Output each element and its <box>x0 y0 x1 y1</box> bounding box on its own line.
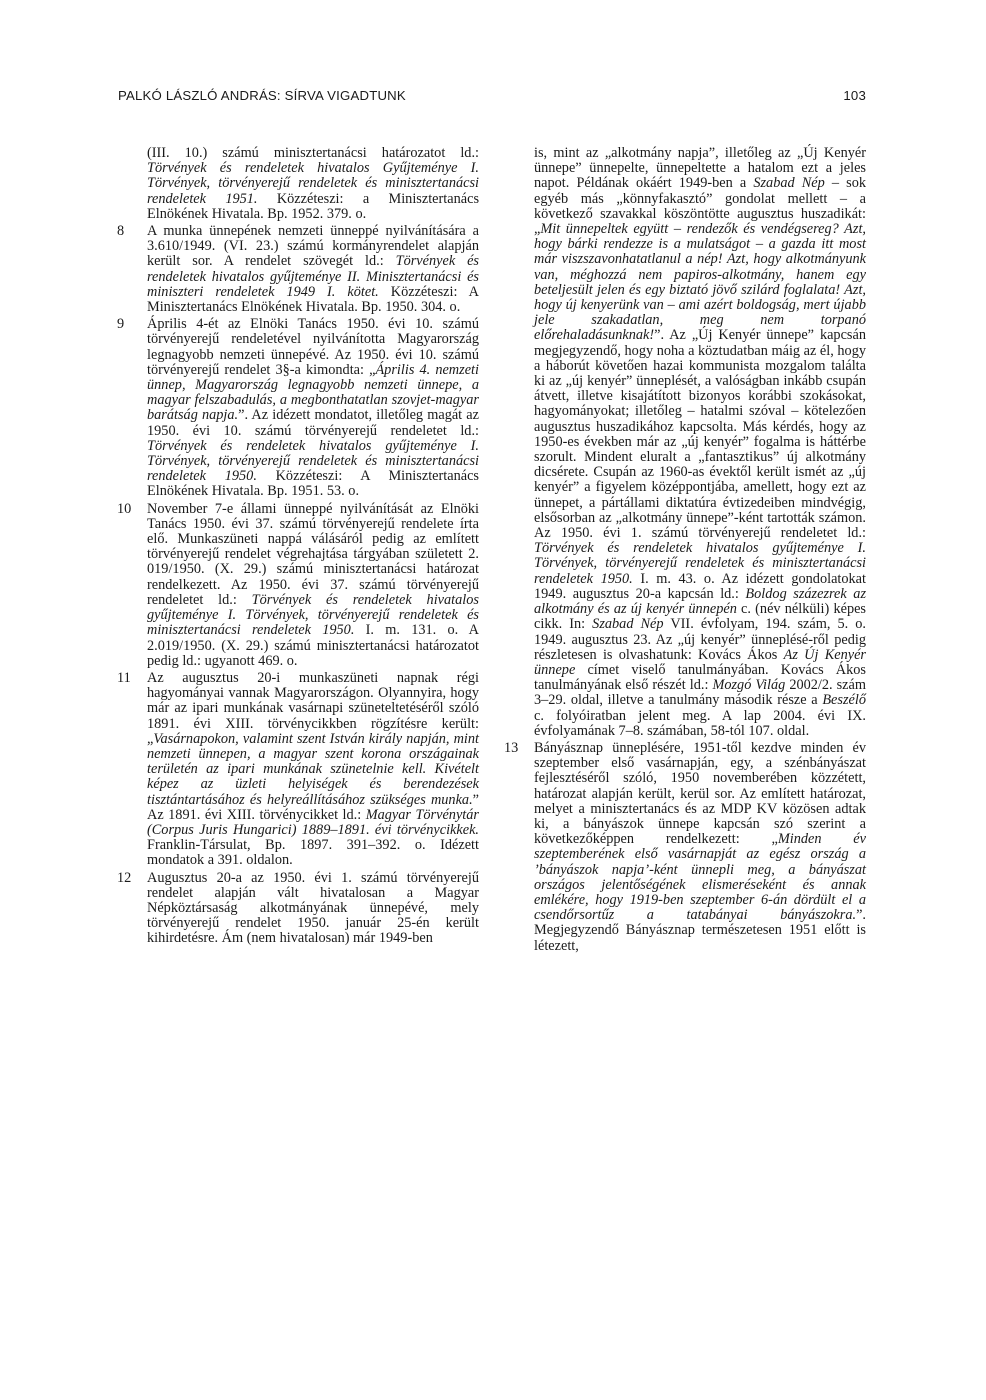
footnote-text: – sok egyéb más „könnyfakasztó” gondolat mellett – a következő szavakkal köszöntötte augusztus huszadikát: „ <box>534 175 866 238</box>
footnote-text: I. m. 131. o. A 2.019/1950. (X. 29.) számú minisztertanácsi határozatot pedig ld.: ugyanott 469. o. <box>147 622 479 669</box>
footnote-10 <box>117 502 479 669</box>
italic-citation: Mozgó Világ <box>712 677 786 694</box>
footnote-body <box>147 502 479 669</box>
footnote-body <box>147 671 479 869</box>
footnote-number: 8 <box>117 223 125 240</box>
italic-citation: Szabad Nép <box>592 616 664 633</box>
footnote-text: Közzéteszi: A Minisztertanács Elnökének Hivatala. Bp. 1950. 304. o. <box>147 283 479 316</box>
footnote-number: 10 <box>117 500 132 517</box>
italic-citation: Törvények és rendeletek hivatalos gyűjteménye I. Törvények, törvényerejű rendeletek és minisztertanácsi rendeletek 1950. <box>147 437 479 485</box>
footnote-text: Közzéteszi: a Minisztertanács Elnökének Hivatala. Bp. 1952. 379. o. <box>147 190 480 222</box>
footnote-12 <box>117 871 479 947</box>
footnote-number: 13 <box>504 739 519 756</box>
footnote-text: VII. évfolyam, 194. szám, 5. o. 1949. augusztus 23. Az „új kenyér” ünneplésé-ről pedig részletesen is olvashatunk: Kovács Ákos <box>534 616 866 663</box>
footnote-text: ”. Megjegyzendő Bányásznap természetesen 1951 előtt is létezett, <box>534 907 866 954</box>
italic-citation: Szabad Nép <box>753 175 825 192</box>
footnote-13 <box>504 741 866 954</box>
right-column <box>504 146 866 956</box>
italic-citation: Törvények és rendeletek hivatalos gyűjteménye I. Törvények, törvényerejű rendeletek és minisztertanácsi rendeletek 1950. <box>147 591 479 639</box>
footnote-text: Április 4-ét az Elnöki Tanács 1950. évi 10. számú törvényerejű rendeletével nyilvánította Magyarország legnagyobb nemzeti ünnepévé. Az 1950. évi 10. számú törvényerejű rendelet 3§-a kimondta: „ <box>147 316 479 378</box>
footnote-text: is, mint az „alkotmány napja”, illetőleg az „Új Kenyér ünnepe” ünnepelte, ünnepeltette a hatalom ezt a jeles napot. Példának okáért 1949-ben a <box>534 145 866 192</box>
footnote-number: 9 <box>117 316 125 333</box>
footnote-number: 12 <box>117 869 132 886</box>
italic-citation: Beszélő <box>822 692 866 709</box>
footnote-body <box>147 871 479 947</box>
italic-citation: Törvények és rendeletek hivatalos Gyűjteménye I. Törvények, törvényerejű rendeletek és minisztertanácsi rendeletek 1951. <box>147 160 479 207</box>
footnote-body <box>534 741 866 954</box>
footnote-text: ” Az 1891. évi XIII. törvénycikket ld.: <box>147 791 479 823</box>
italic-citation: Törvények és rendeletek hivatalos gyűjteménye I. Törvények, törvényerejű rendeletek és minisztertanácsi rendeletek 1950. <box>534 540 866 587</box>
footnote-continuation <box>534 146 866 739</box>
italic-citation: Vasárnapokon, valamint szent István király napján, mint nemzeti ünnepen, a magyar szent korona országainak területén az ipari munkának szünetelnie kell. Kivételt képez az üzleti helyiségek és berendezések tisztántartásához és helyreállításához szükséges munka. <box>147 730 479 808</box>
footnote-text: c. folyóiratban jelent meg. A lap 2004. évi IX. évfolyamának 7–8. számában, 58-tól 107. oldal. <box>534 707 866 739</box>
italic-citation: Mit ünnepeltek együtt – rendezők és vendégsereg? Azt, hogy bárki rendezze is a mulatságot – a gazda itt most már viszszavonhatatlanul a nép! Azt, hogy alkotmányunk van, méghozzá nem papiros-alkotmány, hanem egy beteljesült jelen és egy biztató jövő szilárd foglalata! Azt, hogy új kenyerünk van – ami azért boldogság, mert újabb jele szakadatlan, meg nem torpanó előrehaladásunknak! <box>534 221 866 344</box>
footnote-text: ”. Az „Új Kenyér ünnepe” kapcsán megjegyzendő, hogy noha a köztudatban máig az él, hogy a háborút követően hazai kommunista mozgalom találta ki az „új kenyér” ünneplését, a valóságban inkább csupán átvett, illetve kisajátított bizonyos korábbi szokásokat, hagyományokat; illetőleg – hatalmi szóval – kötelezően augusztus huszadikához kapcsolta. Más kérdés, hogy az 1950-es években már az „új kenyér” fogalma is háttérbe szorult. Mindent eluralt a „fantasztikus” új alkotmány dicsérete. Csupán az 1960-as évektől került ismét az „új kenyér” a figyelem középpontjába, amellett, hogy ezt az ünnepet, a pártállami diktatúra évtizedeiben mindvégig, elsősorban az „alkotmány ünnepe”-ként tartották számon. Az 1950. évi 1. számú törvényerejű rendeletet ld.: <box>534 327 866 542</box>
footnote-9 <box>117 317 479 499</box>
footnote-text: I. m. 43. o. Az idézett gondolatokat 1949. augusztus 20-a kapcsán ld.: <box>534 570 866 602</box>
italic-citation: Boldog százezrek az alkotmány és az új kenyér ünnepén <box>534 585 867 618</box>
footnote-text: Franklin-Társulat, Bp. 1897. 391–392. o. Idézett mondatok a 391. oldalon. <box>147 837 479 869</box>
italic-citation: Törvények és rendeletek hivatalos gyűjteménye II. Minisztertanácsi és miniszteri rendeletek 1949 I. kötet. <box>147 253 479 300</box>
italic-citation: Magyar Törvénytár (Corpus Juris Hungarici) 1889–1891. évi törvénycikkek. <box>147 806 479 838</box>
footnote-text: A munka ünnepének nemzeti ünneppé nyilvánítására a 3.610/1949. (VI. 23.) számú kormányrendelet alapján került sor. A rendelet szövegét ld.: <box>147 223 479 270</box>
left-column <box>117 146 479 949</box>
footnote-number: 11 <box>117 669 131 686</box>
footnote-text: címet viselő tanulmányában. Kovács Ákos tanulmányának első részét ld.: <box>534 661 866 694</box>
footnote-8 <box>117 224 479 315</box>
footnote-11 <box>117 671 479 869</box>
footnote-text: Bányásznap ünneplésére, 1951-től kezdve minden év szeptember első vasárnapján, egy, a szénbányászat fejlesztéséről szóló, 1950 novemberében közzétett, határozat alapján került, kerül sor. Az említett határozat, melyet a minisztertanács és az MDP KV közösen adtak ki, a bányászok ünnepe kapcsán szó szerint a következőképpen rendelkezett: „ <box>534 739 866 848</box>
footnote-text: 2002/2. szám 3–29. oldal, illetve a tanulmány második része a <box>534 677 866 709</box>
footnote-text: Közzéteszi: A Minisztertanács Elnökének Hivatala. Bp. 1951. 53. o. <box>147 468 479 500</box>
footnote-continuation <box>147 146 479 222</box>
italic-citation: Minden év szeptemberének első vasárnapját az egész ország a ’bányászok napja’-ként ünnepli meg, a bányászat országos jelentőségének elismeréseként és annak emlékére, hogy 1919-ben szeptember 6-án dördült el a csendőrsortűz a tatabányai bányászokra. <box>534 831 866 924</box>
footnote-body <box>147 224 479 315</box>
footnote-text: Az augusztus 20-i munkaszüneti napnak régi hagyományai vannak Magyarországon. Olyannyira, hogy már az ipari munkának vasárnapi szüneteltetéséről szóló 1891. évi XIII. törvénycikkben rögzítésre került: „ <box>147 669 479 747</box>
footnote-text: c. (név nélküli) képes cikk. In: <box>534 601 866 633</box>
italic-citation: Április 4. nemzeti ünnep, Magyarország legnagyobb nemzeti ünnepe, a magyar felszabadulás, a megbonthatatlan szovjet-magyar barátság napja. <box>147 361 479 424</box>
footnote-text: ”. Az idézett mondatot, illetőleg magát az 1950. évi 10. számú törvényerejű rendeletet ld.: <box>147 407 479 439</box>
footnote-text: Augusztus 20-a az 1950. évi 1. számú törvényerejű rendelet alapján vált hivatalosan a Magyar Népköztársaság alkotmányának ünnepévé, mely törvényerejű rendelet 1950. január 25-én került kihirdetésre. Ám (nem hivatalosan) már 1949-ben <box>147 869 479 947</box>
footnote-body <box>147 317 479 499</box>
italic-citation: Az Új Kenyér ünnepe <box>534 646 867 678</box>
running-header <box>118 88 866 108</box>
page-number: 103 <box>843 88 866 103</box>
footnote-text: (III. 10.) számú minisztertanácsi határozatot ld.: <box>147 145 479 161</box>
running-title: PALKÓ LÁSZLÓ ANDRÁS: SÍRVA VIGADTUNK <box>118 88 406 103</box>
footnote-text: November 7-e állami ünneppé nyilvánítását az Elnöki Tanács 1950. évi 37. számú törvényerejű rendelete írta elő. Munkaszüneti nappá válásáról pedig az említett törvényerejű rendelet végrehajtása tárgyában született 2. 019/1950. (X. 29.) számú minisztertanácsi határozat rendelkezett. Az 1950. évi 37. számú törvényerejű rendeletet ld.: <box>147 500 479 608</box>
